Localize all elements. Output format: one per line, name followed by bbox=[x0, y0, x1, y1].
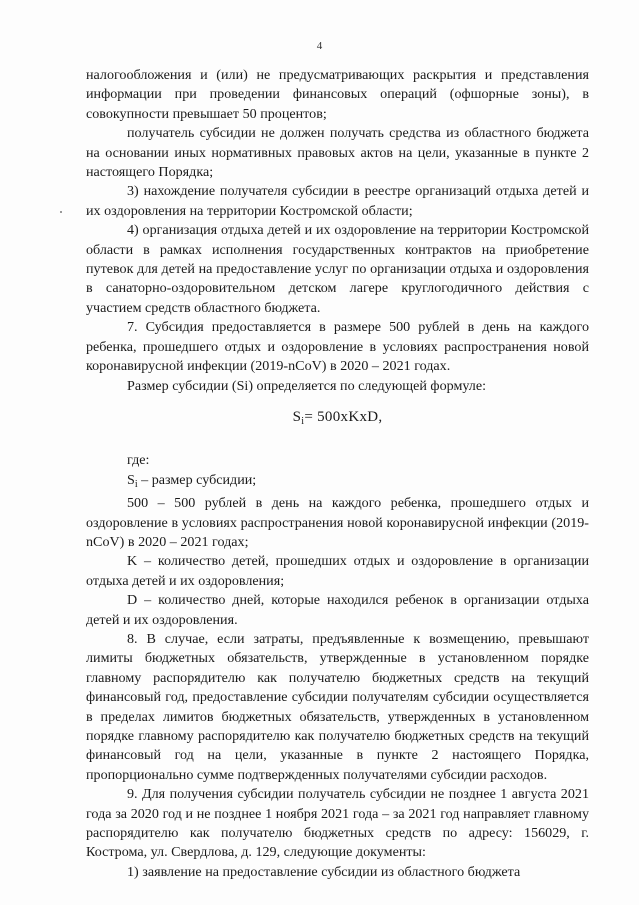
document-body bbox=[86, 66, 589, 882]
paragraph-no-other-funds: получатель субсидии не должен получать средства из областного бюджета на основании иных нормативных правовых актов на цели, указанные в пункте 2 настоящего Порядка; bbox=[86, 125, 589, 181]
paragraph-offshore: налогообложения и (или) не предусматривающих раскрытия и представления информации при проведении финансовых операций (офшорные зоны), в совокупности превышает 50 процентов; bbox=[86, 67, 589, 122]
definition-d: D – количество дней, которые находился ребенок в организации отдыха детей и их оздоровления. bbox=[86, 592, 589, 628]
definitions-intro: где: bbox=[127, 452, 150, 469]
paragraph-clause-7: 7. Субсидия предоставляется в размере 500 рублей в день на каждого ребенка, прошедшего отдых и оздоровление в условиях распространения новой коронавирусной инфекции (2019-nCoV) в 2020 – 2021 годах. bbox=[86, 319, 589, 375]
paragraph-clause-9: 9. Для получения субсидии получатель субсидии не позднее 1 августа 2021 года за 2020 год и не позднее 1 ноября 2021 года – за 2021 год направляет главному распорядителю как получателю бюджетных средств по адресу: 156029, г. Кострома, ул. Свердлова, д. 129, следующие документы: bbox=[86, 786, 589, 861]
paragraph-formula-intro: Размер субсидии (Si) определяется по следующей формуле: bbox=[127, 377, 486, 394]
formula-rhs: = 500xKxD, bbox=[304, 408, 383, 425]
page-number: 4 bbox=[316, 40, 323, 52]
definition-si-subscript: i bbox=[134, 478, 138, 490]
paragraph-registry: 3) нахождение получателя субсидии в реестре организаций отдыха детей и их оздоровления на территории Костромской области; bbox=[86, 183, 589, 219]
paragraph-clause-8: 8. В случае, если затраты, предъявленные к возмещению, превышают лимиты бюджетных обязательств, утвержденные в установленном порядке главному распорядителю как получателю бюджетных средств на текущий финансовый год, предоставление субсидии получателям субсидии осуществляется в пределах лимитов бюджетных обязательств, утвержденных в установленном порядке главному распорядителю как получателю бюджетных средств на текущий финансовый год на цели, указанные в пункте 2 настоящего Порядка, пропорционально сумме подтвержденных получателями субсидии расходов. bbox=[86, 630, 589, 783]
definition-500: 500 – 500 рублей в день на каждого ребенка, прошедшего отдых и оздоровление в условиях распространения новой коронавирусной инфекции (2019-nCoV) в 2020 – 2021 годах; bbox=[86, 495, 589, 550]
paragraph-clause-9-1: 1) заявление на предоставление субсидии из областного бюджета bbox=[127, 863, 521, 880]
definition-si-text: – размер субсидии; bbox=[137, 471, 257, 488]
definition-si bbox=[86, 471, 589, 494]
definition-si-symbol: S bbox=[127, 471, 135, 488]
formula-lhs-subscript: i bbox=[301, 415, 305, 427]
subsidy-formula bbox=[86, 408, 589, 431]
paragraph-organization: 4) организация отдыха детей и их оздоровление на территории Костромской области в рамках исполнения государственных контрактов на приобретение путевок для детей на предоставление услуг по организации отдыха и оздоровления в санаторно-оздоровительном детском лагере круглогодичного действия с участием средств областного бюджета. bbox=[86, 222, 589, 316]
definition-k: K – количество детей, прошедших отдых и оздоровление в организации отдыха детей и их оздоровления; bbox=[86, 553, 589, 589]
formula-lhs: S bbox=[292, 408, 302, 425]
margin-mark bbox=[60, 211, 62, 213]
